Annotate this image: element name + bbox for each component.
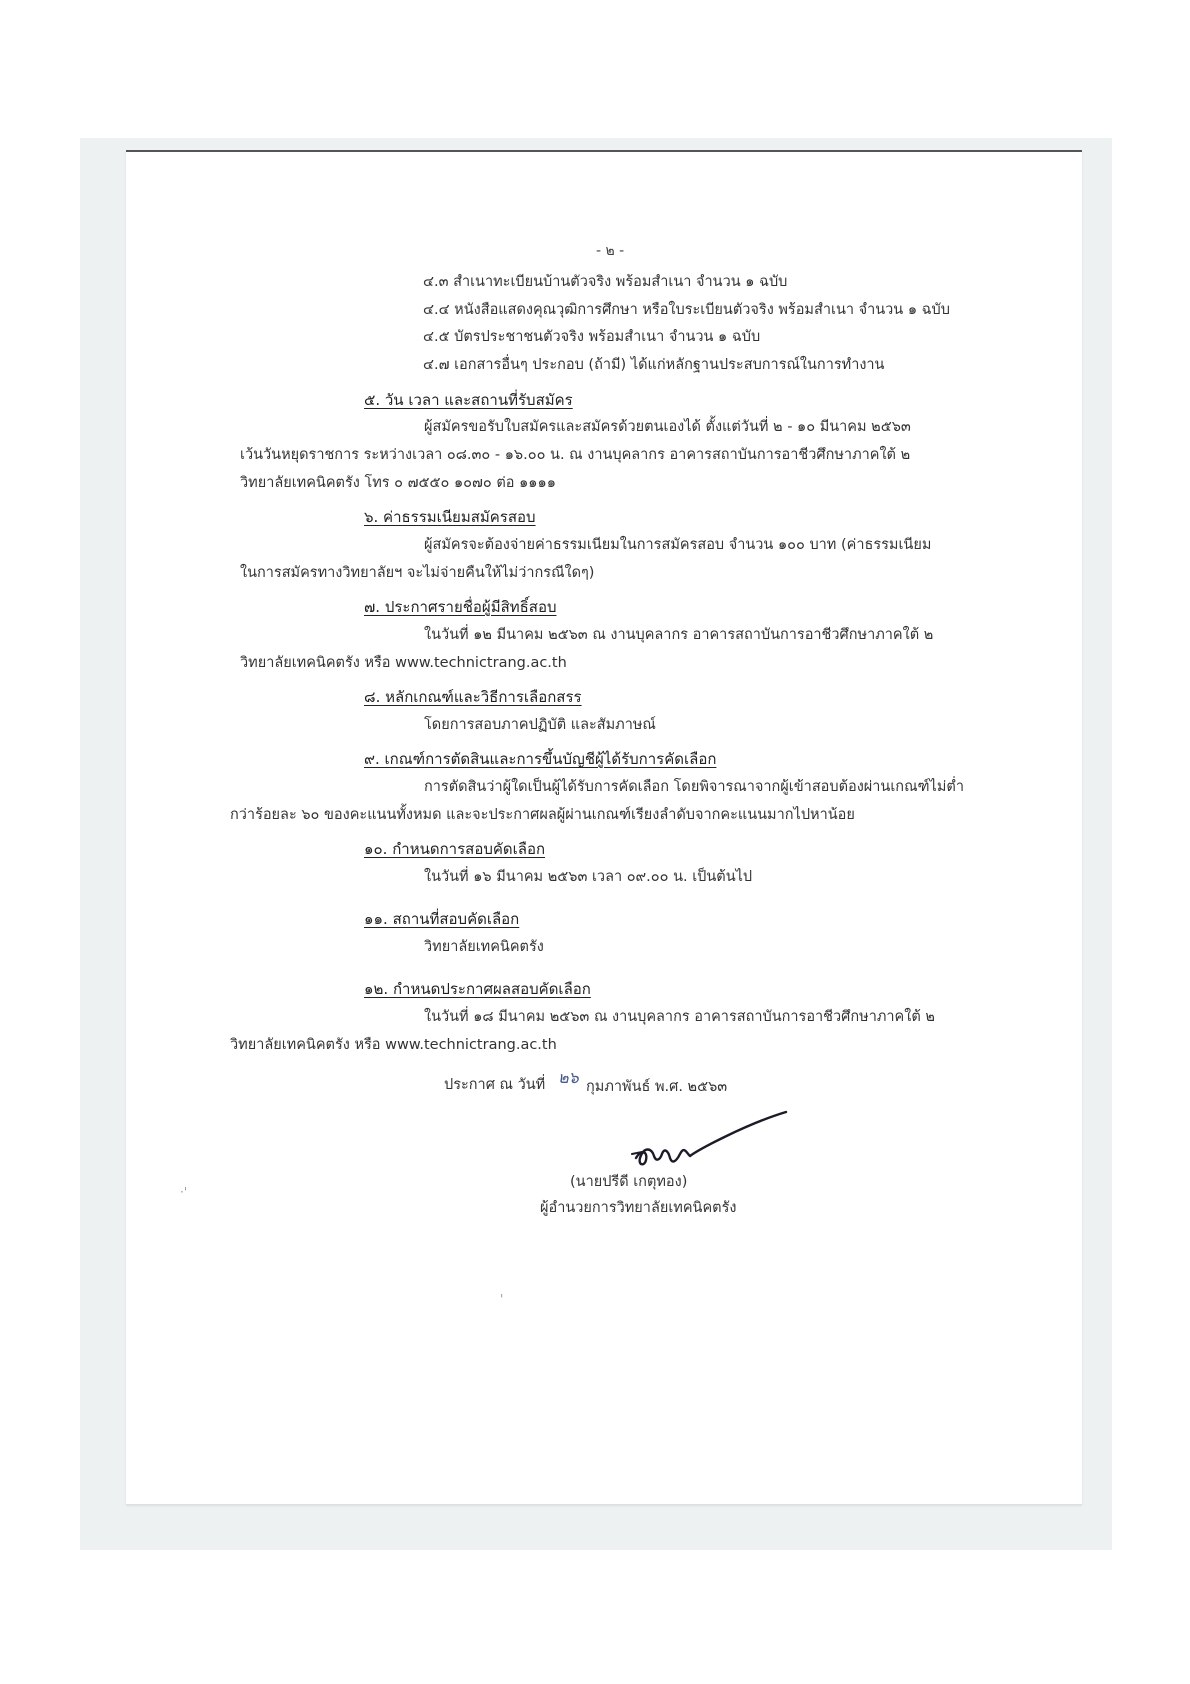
signatory-title: ผู้อำนวยการวิทยาลัยเทคนิคตรัง	[540, 1200, 737, 1216]
signature-mark	[626, 1110, 806, 1180]
document-item: ๔.๕ บัตรประชาชนตัวจริง พร้อมสำเนา จำนวน ๑ ฉบับ	[423, 329, 761, 345]
section-text: กว่าร้อยละ ๖๐ ของคะแนนทั้งหมด และจะประกาศผลผู้ผ่านเกณฑ์เรียงลำดับจากคะแนนมากไปหาน้อย	[230, 807, 855, 823]
section-text: ในวันที่ ๑๘ มีนาคม ๒๕๖๓ ณ งานบุคลากร อาคารสถาบันการอาชีวศึกษาภาคใต้ ๒	[424, 1009, 935, 1025]
section-heading-10: ๑๐. กำหนดการสอบคัดเลือก	[364, 840, 546, 858]
announcement-date-suffix: กุมภาพันธ์ พ.ศ. ๒๕๖๓	[586, 1079, 728, 1095]
section-text: วิทยาลัยเทคนิคตรัง	[424, 939, 544, 955]
document-item: ๔.๓ สำเนาทะเบียนบ้านตัวจริง พร้อมสำเนา จำนวน ๑ ฉบับ	[423, 274, 788, 290]
announcement-date-prefix: ประกาศ ณ วันที่	[444, 1077, 546, 1093]
document-item: ๔.๔ หนังสือแสดงคุณวุฒิการศึกษา หรือใบระเบียนตัวจริง พร้อมสำเนา จำนวน ๑ ฉบับ	[423, 302, 950, 318]
section-text: เว้นวันหยุดราชการ ระหว่างเวลา ๐๘.๓๐ - ๑๖.๐๐ น. ณ งานบุคลากร อาคารสถาบันการอาชีวศึกษาภาคใต้ ๒	[240, 447, 911, 463]
section-heading-7: ๗. ประกาศรายชื่อผู้มีสิทธิ์สอบ	[364, 598, 557, 616]
section-text: ผู้สมัครขอรับใบสมัครและสมัครด้วยตนเองได้ ตั้งแต่วันที่ ๒ - ๑๐ มีนาคม ๒๕๖๓	[424, 419, 911, 435]
section-text: โดยการสอบภาคปฏิบัติ และสัมภาษณ์	[424, 717, 656, 733]
section-text: ผู้สมัครจะต้องจ่ายค่าธรรมเนียมในการสมัครสอบ จำนวน ๑๐๐ บาท (ค่าธรรมเนียม	[424, 537, 932, 553]
section-text: ในการสมัครทางวิทยาลัยฯ จะไม่จ่ายคืนให้ไม่ว่ากรณีใดๆ)	[240, 565, 595, 581]
section-heading-11: ๑๑. สถานที่สอบคัดเลือก	[364, 910, 520, 928]
section-heading-5: ๕. วัน เวลา และสถานที่รับสมัคร	[364, 391, 573, 409]
page-number: - ๒ -	[596, 243, 625, 259]
section-text: วิทยาลัยเทคนิคตรัง หรือ www.technictrang.ac.th	[230, 1037, 557, 1053]
document-item: ๔.๗ เอกสารอื่นๆ ประกอบ (ถ้ามี) ได้แก่หลักฐานประสบการณ์ในการทำงาน	[423, 357, 885, 373]
section-text: การตัดสินว่าผู้ใดเป็นผู้ได้รับการคัดเลือก โดยพิจารณาจากผู้เข้าสอบต้องผ่านเกณฑ์ไม่ต่ำ	[424, 779, 964, 795]
handwritten-day: ๒๖	[558, 1068, 579, 1087]
scan-speck: ·'	[180, 1185, 188, 1199]
scan-speck: '	[500, 1292, 504, 1306]
section-text: ในวันที่ ๑๒ มีนาคม ๒๕๖๓ ณ งานบุคลากร อาคารสถาบันการอาชีวศึกษาภาคใต้ ๒	[424, 627, 934, 643]
section-heading-6: ๖. ค่าธรรมเนียมสมัครสอบ	[364, 508, 536, 526]
section-heading-8: ๘. หลักเกณฑ์และวิธีการเลือกสรร	[364, 688, 582, 706]
section-heading-12: ๑๒. กำหนดประกาศผลสอบคัดเลือก	[364, 980, 591, 998]
section-heading-9: ๙. เกณฑ์การตัดสินและการขึ้นบัญชีผู้ได้รับการคัดเลือก	[364, 750, 717, 768]
document-page	[126, 150, 1082, 1504]
section-text: วิทยาลัยเทคนิคตรัง โทร ๐ ๗๕๕๐ ๑๐๗๐ ต่อ ๑๑๑๑	[240, 475, 556, 491]
section-text: วิทยาลัยเทคนิคตรัง หรือ www.technictrang.ac.th	[240, 655, 567, 671]
signatory-name: (นายปรีดี เกตุทอง)	[570, 1174, 688, 1190]
section-text: ในวันที่ ๑๖ มีนาคม ๒๕๖๓ เวลา ๐๙.๐๐ น. เป็นต้นไป	[424, 869, 753, 885]
